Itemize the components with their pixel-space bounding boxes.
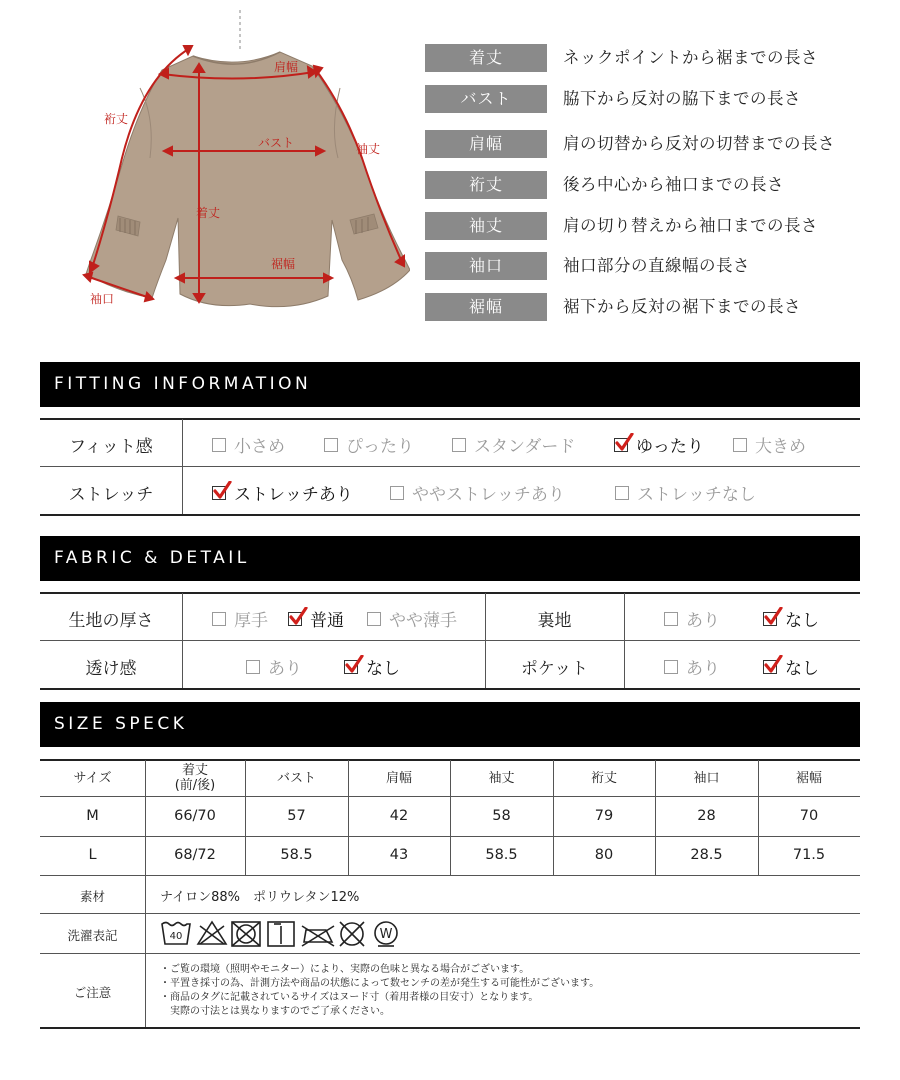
checkbox-checked[interactable] bbox=[212, 486, 226, 500]
table-cell: 68/72 bbox=[174, 847, 216, 863]
definition-key: 裄丈 bbox=[425, 171, 547, 199]
table-cell: 71.5 bbox=[792, 847, 826, 863]
check-mark-icon bbox=[288, 607, 308, 627]
definition-row bbox=[425, 212, 885, 240]
fit-option-loose[interactable] bbox=[614, 432, 704, 457]
option-text: ゆったり bbox=[636, 437, 704, 457]
check-mark-icon bbox=[614, 433, 634, 453]
label-bust: バスト bbox=[258, 136, 295, 150]
label-kitake: 着丈 bbox=[196, 206, 221, 220]
length-col-header: 着丈 (前/後) bbox=[174, 763, 216, 793]
wash-symbols-row bbox=[160, 918, 430, 950]
divider bbox=[40, 913, 860, 914]
check-mark-icon bbox=[763, 655, 783, 675]
thickness-label: 生地の厚さ bbox=[68, 611, 154, 631]
checkbox-checked[interactable] bbox=[614, 438, 628, 452]
sheer-label: 透け感 bbox=[85, 659, 137, 679]
material-value: ナイロン88% ポリウレタン12% bbox=[160, 890, 360, 905]
blouse-drawing bbox=[80, 8, 410, 320]
checkbox-checked[interactable] bbox=[763, 660, 777, 674]
yuki-col-header: 裄丈 bbox=[590, 771, 617, 786]
lining-option-no[interactable] bbox=[763, 606, 819, 631]
option-text: 大きめ bbox=[755, 437, 806, 457]
checkbox[interactable] bbox=[615, 486, 629, 500]
fitting-header: FITTING INFORMATION bbox=[40, 362, 860, 407]
table-cell: M bbox=[86, 808, 99, 824]
sheer-option-yes[interactable] bbox=[246, 654, 302, 679]
checkbox[interactable] bbox=[367, 612, 381, 626]
shoulder-col-header: 肩幅 bbox=[385, 771, 412, 786]
divider bbox=[40, 592, 860, 594]
wash-label: 洗濯表記 bbox=[67, 928, 118, 943]
note-line: ・商品のタグに記載されているサイズはヌード寸（着用者様の目安寸）となります。 bbox=[160, 992, 539, 1003]
fit-option-standard[interactable] bbox=[452, 432, 575, 457]
wash-40-icon bbox=[162, 923, 190, 945]
option-text: なし bbox=[366, 659, 400, 679]
definition-value: 脇下から反対の脇下までの長さ bbox=[563, 89, 801, 108]
label-yukitake: 裄丈 bbox=[104, 112, 129, 126]
definition-row bbox=[425, 130, 885, 158]
option-text: あり bbox=[686, 659, 720, 679]
definition-key: 肩幅 bbox=[425, 130, 547, 158]
table-cell: 42 bbox=[389, 808, 409, 824]
checkbox[interactable] bbox=[733, 438, 747, 452]
option-text: ストレッチなし bbox=[637, 485, 756, 505]
definition-row bbox=[425, 252, 885, 280]
option-text: あり bbox=[268, 659, 302, 679]
divider bbox=[182, 419, 183, 514]
divider bbox=[40, 466, 860, 467]
label-susohaba: 裾幅 bbox=[271, 257, 296, 271]
thickness-option-thick[interactable] bbox=[212, 606, 268, 631]
definition-value: 後ろ中心から袖口までの長さ bbox=[563, 175, 784, 194]
lining-label: 裏地 bbox=[537, 611, 572, 631]
wash-symbols bbox=[160, 918, 430, 954]
label-sodetake: 袖丈 bbox=[356, 142, 381, 156]
option-text: あり bbox=[686, 611, 720, 631]
fit-option-small[interactable] bbox=[212, 432, 285, 457]
definition-value: 肩の切替から反対の切替までの長さ bbox=[563, 134, 835, 153]
divider bbox=[182, 593, 183, 688]
option-text: ややストレッチあり bbox=[412, 485, 565, 505]
label-sodeguchi: 袖口 bbox=[90, 292, 115, 306]
stretch-option-slight[interactable] bbox=[390, 480, 565, 505]
stretch-label: ストレッチ bbox=[68, 485, 154, 505]
thickness-option-normal[interactable] bbox=[288, 606, 344, 631]
cuff-col-header: 袖口 bbox=[693, 771, 720, 786]
option-text: なし bbox=[785, 611, 819, 631]
no-tumble-dry-icon bbox=[232, 922, 260, 946]
table-cell: 70 bbox=[799, 808, 819, 824]
divider bbox=[40, 514, 860, 516]
no-bleach-icon bbox=[198, 922, 226, 944]
option-text: ぴったり bbox=[346, 437, 414, 457]
definition-value: 肩の切り替えから袖口までの長さ bbox=[563, 216, 818, 235]
wet-clean-icon bbox=[375, 922, 397, 946]
option-text: 厚手 bbox=[234, 611, 268, 631]
table-cell: 80 bbox=[594, 847, 614, 863]
checkbox[interactable] bbox=[212, 438, 226, 452]
table-cell: 66/70 bbox=[174, 808, 216, 824]
divider bbox=[40, 688, 860, 690]
table-cell: 43 bbox=[389, 847, 409, 863]
definition-key: 袖口 bbox=[425, 252, 547, 280]
check-mark-icon bbox=[344, 655, 364, 675]
checkbox-checked[interactable] bbox=[763, 612, 777, 626]
garment-illustration bbox=[80, 8, 410, 320]
hem-col-header: 裾幅 bbox=[795, 771, 822, 786]
definition-row bbox=[425, 293, 885, 321]
notes-label: ご注意 bbox=[73, 985, 112, 1000]
line-dry-icon bbox=[268, 922, 294, 946]
definition-row bbox=[425, 44, 885, 72]
fit-option-large[interactable] bbox=[733, 432, 806, 457]
checkbox[interactable] bbox=[452, 438, 466, 452]
checkbox-checked[interactable] bbox=[288, 612, 302, 626]
label-katahaba: 肩幅 bbox=[274, 60, 299, 74]
definition-value: ネックポイントから裾までの長さ bbox=[563, 48, 818, 67]
table-cell: 28 bbox=[697, 808, 716, 824]
fabric-header: FABRIC & DETAIL bbox=[40, 536, 860, 581]
definition-key: 着丈 bbox=[425, 44, 547, 72]
wash-temp: 40 bbox=[169, 931, 183, 942]
definition-value: 袖口部分の直線幅の長さ bbox=[563, 256, 750, 275]
option-text: ストレッチあり bbox=[234, 485, 353, 505]
table-cell: 79 bbox=[594, 808, 614, 824]
lining-option-yes[interactable] bbox=[664, 606, 720, 631]
definition-row bbox=[425, 171, 885, 199]
divider bbox=[624, 593, 625, 688]
note-line: ・平置き採寸の為、計測方法や商品の状態によって数センチの差が発生する可能性がございます。 bbox=[160, 978, 600, 989]
checkbox[interactable] bbox=[664, 612, 678, 626]
stretch-option-yes[interactable] bbox=[212, 480, 353, 505]
sleeve-col-header: 袖丈 bbox=[488, 771, 515, 786]
table-cell: 58 bbox=[492, 808, 511, 824]
no-dry-clean-icon bbox=[340, 922, 364, 946]
definition-value: 裾下から反対の裾下までの長さ bbox=[563, 297, 801, 316]
checkbox[interactable] bbox=[664, 660, 678, 674]
table-cell: 57 bbox=[287, 808, 306, 824]
check-mark-icon bbox=[212, 481, 232, 501]
no-iron-icon bbox=[302, 926, 334, 946]
definition-key: 裾幅 bbox=[425, 293, 547, 321]
size-header: SIZE SPECK bbox=[40, 702, 860, 747]
stretch-option-none[interactable] bbox=[615, 480, 756, 505]
table-cell: 58.5 bbox=[485, 847, 518, 863]
checkbox[interactable] bbox=[246, 660, 260, 674]
option-text: 普通 bbox=[310, 611, 344, 631]
option-text: なし bbox=[785, 659, 819, 679]
checkbox-checked[interactable] bbox=[344, 660, 358, 674]
option-text: スタンダード bbox=[474, 437, 576, 457]
divider bbox=[40, 875, 860, 876]
note-line: ・ご覧の環境（照明やモニター）により、実際の色味と異なる場合がございます。 bbox=[160, 964, 530, 975]
definition-key: バスト bbox=[425, 85, 547, 113]
note-line: 実際の寸法とは異なりますのでご了承ください。 bbox=[160, 1006, 390, 1017]
pocket-option-no[interactable] bbox=[763, 654, 819, 679]
blouse-shape bbox=[86, 52, 410, 307]
divider bbox=[40, 418, 860, 420]
thickness-option-thin[interactable] bbox=[367, 606, 457, 631]
checkbox[interactable] bbox=[390, 486, 404, 500]
pocket-option-yes[interactable] bbox=[664, 654, 720, 679]
notes-list bbox=[160, 963, 599, 1019]
fit-option-snug[interactable] bbox=[324, 432, 414, 457]
divider bbox=[145, 760, 146, 1027]
wet-clean-letter: W bbox=[379, 927, 393, 942]
divider bbox=[40, 1027, 860, 1029]
bust-col-header: バスト bbox=[276, 771, 316, 786]
table-cell: 28.5 bbox=[690, 847, 723, 863]
pocket-label: ポケット bbox=[520, 659, 589, 679]
fit-label: フィット感 bbox=[69, 437, 153, 457]
check-mark-icon bbox=[763, 607, 783, 627]
option-text: 小さめ bbox=[234, 437, 285, 457]
table-cell: L bbox=[88, 847, 97, 863]
sheer-option-no[interactable] bbox=[344, 654, 400, 679]
divider bbox=[40, 640, 860, 641]
material-label: 素材 bbox=[79, 889, 105, 904]
option-text: やや薄手 bbox=[389, 611, 457, 631]
table-cell: 58.5 bbox=[280, 847, 313, 863]
checkbox[interactable] bbox=[212, 612, 226, 626]
size-col-header: サイズ bbox=[73, 771, 112, 786]
checkbox[interactable] bbox=[324, 438, 338, 452]
definition-row bbox=[425, 85, 885, 113]
definition-key: 袖丈 bbox=[425, 212, 547, 240]
